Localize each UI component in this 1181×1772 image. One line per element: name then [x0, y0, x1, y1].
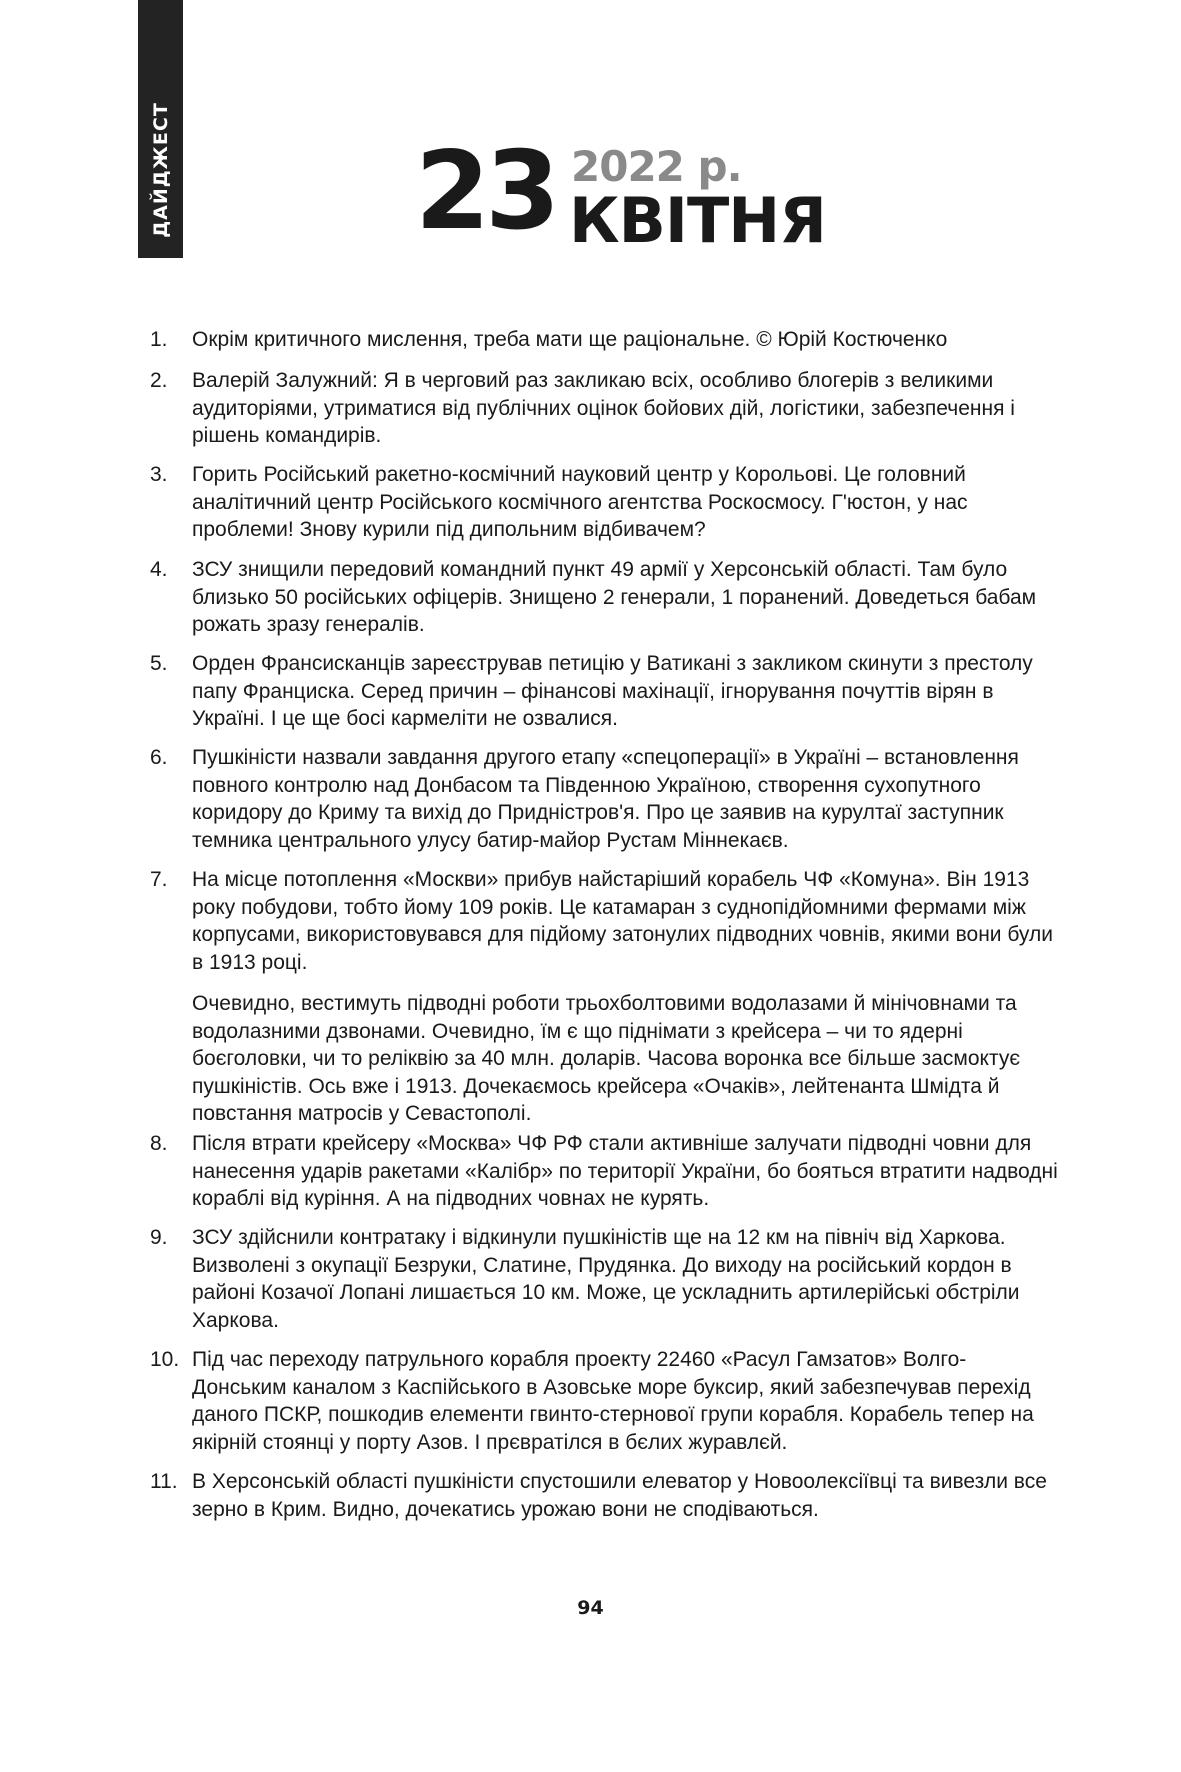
list-item [150, 367, 1060, 450]
item-text [192, 744, 1060, 854]
item-text [192, 1346, 1060, 1456]
month-label: КВІТНЯ [569, 184, 826, 257]
list-item [150, 326, 1060, 354]
item-number: 9. [150, 1226, 168, 1249]
list-item [150, 1468, 1060, 1523]
item-text [192, 367, 1060, 450]
section-tab [138, 0, 183, 258]
list-item [150, 744, 1060, 854]
item-paragraph: Горить Російський ракетно-космічний науковий центр у Корольові. Це головний аналітичний центр Російського космічного агентства Роскосмосу. Г'юстон, у нас проблеми! Знову курили під дипольним відбивачем? [192, 463, 968, 541]
page-number: 94 [577, 1597, 604, 1619]
item-number: 11. [150, 1470, 178, 1493]
list-item [150, 650, 1060, 733]
item-text [192, 1468, 1060, 1523]
item-paragraph: Валерій Залужний: Я в черговий раз закликаю всіх, особливо блогерів з великими аудиторіями, утриматися від публічних оцінок бойових дій, логістики, забезпечення і рішень командирів. [192, 369, 1015, 447]
item-paragraph: На місце потоплення «Москви» прибув найстаріший корабель ЧФ «Комуна». Він 1913 року побудови, тобто йому 109 років. Це катамаран з суднопідйомними фермами між корпусами, використовувався для підйому затонулих підводних човнів, якими вони були в 1913 році. [192, 868, 1053, 974]
item-number: 10. [150, 1348, 180, 1371]
item-text [192, 866, 1060, 1128]
item-paragraph: Очевидно, вестимуть підводні роботи трьохболтовими водолазами й мінічовнами та водолазними дзвонами. Очевидно, їм є що піднімати з крейсера – чи то ядерні боєголовки, чи то реліквію за 40 млн. доларів. Часова воронка все більше засмоктує пушкіністів. Ось вже і 1913. Дочекаємось крейсера «Очаків», лейтенанта Шмідта й повстання матросів у Севастополі. [192, 992, 1021, 1125]
item-text [192, 556, 1060, 639]
item-paragraph: Пушкіністи назвали завдання другого етапу «спецоперації» в Україні – встановлення повного контролю над Донбасом та Південною Україною, створення сухопутного коридору до Криму та вихід до Придністров'я. Про це заявив на курултаї заступник темника центрального улусу батир-майор Рустам Міннекаєв. [192, 746, 1019, 852]
item-paragraph: ЗСУ здійснили контратаку і відкинули пушкіністів ще на 12 км на північ від Харкова. Визволені з окупації Безруки, Слатине, Прудянка. До виходу на російський кордон в районі Козачої Лопані лишається 10 км. Може, це ускладнить артилерійські обстріли Харкова. [192, 1226, 1020, 1332]
item-text [192, 650, 1060, 733]
item-number: 2. [150, 369, 168, 392]
item-paragraph: ЗСУ знищили передовий командний пункт 49 армії у Херсонській області. Там було близько 50 російських офіцерів. Знищено 2 генерали, 1 поранений. Доведеться бабам рожать зразу генералів. [192, 558, 1037, 636]
list-item [150, 556, 1060, 639]
year-label: 2022 р. [571, 142, 742, 191]
item-paragraph: Окрім критичного мислення, треба мати ще раціональне. © Юрій Костюченко [192, 328, 948, 351]
item-text [192, 326, 1060, 354]
item-paragraph: Після втрати крейсеру «Москва» ЧФ РФ стали активніше залучати підводні човни для нанесення ударів ракетами «Калібр» по території України, бо бояться втратити надводні кораблі від куріння. А на підводних човнах не курять. [192, 1132, 1058, 1210]
item-text [192, 1224, 1060, 1334]
item-paragraph: Під час переходу патрульного корабля проекту 22460 «Расул Гамзатов» Волго-Донським каналом з Каспійського в Азовське море буксир, який забезпечував перехід даного ПСКР, пошкодив елементи гвинто-стернової групи корабля. Корабель тепер на якірній стоянці у порту Азов. І прєвратілся в бєлих журавлєй. [192, 1348, 1034, 1454]
item-number: 6. [150, 746, 168, 769]
item-number: 3. [150, 463, 168, 486]
item-number: 7. [150, 868, 168, 891]
day-number: 23 [415, 129, 556, 254]
list-item [150, 461, 1060, 544]
item-text [192, 461, 1060, 544]
list-item [150, 866, 1060, 1128]
item-number: 8. [150, 1132, 168, 1155]
item-paragraph: В Херсонській області пушкіністи спустошили елеватор у Новоолексіївці та вивезли все зерно в Крим. Видно, дочекатись урожаю вони не сподіваються. [192, 1470, 1047, 1521]
item-number: 1. [150, 328, 168, 351]
item-number: 5. [150, 652, 168, 675]
item-paragraph: Орден Франсисканців зареєстрував петицію у Ватикані з закликом скинути з престолу папу Франциска. Серед причин – фінансові махінації, ігнорування почуттів вірян в Україні. І це ще босі кармеліти не озвалися. [192, 652, 1033, 730]
item-number: 4. [150, 558, 168, 581]
section-label: ДАЙДЖЕСТ [149, 102, 172, 238]
list-item [150, 1130, 1060, 1213]
list-item [150, 1224, 1060, 1334]
list-item [150, 1346, 1060, 1456]
item-text [192, 1130, 1060, 1213]
